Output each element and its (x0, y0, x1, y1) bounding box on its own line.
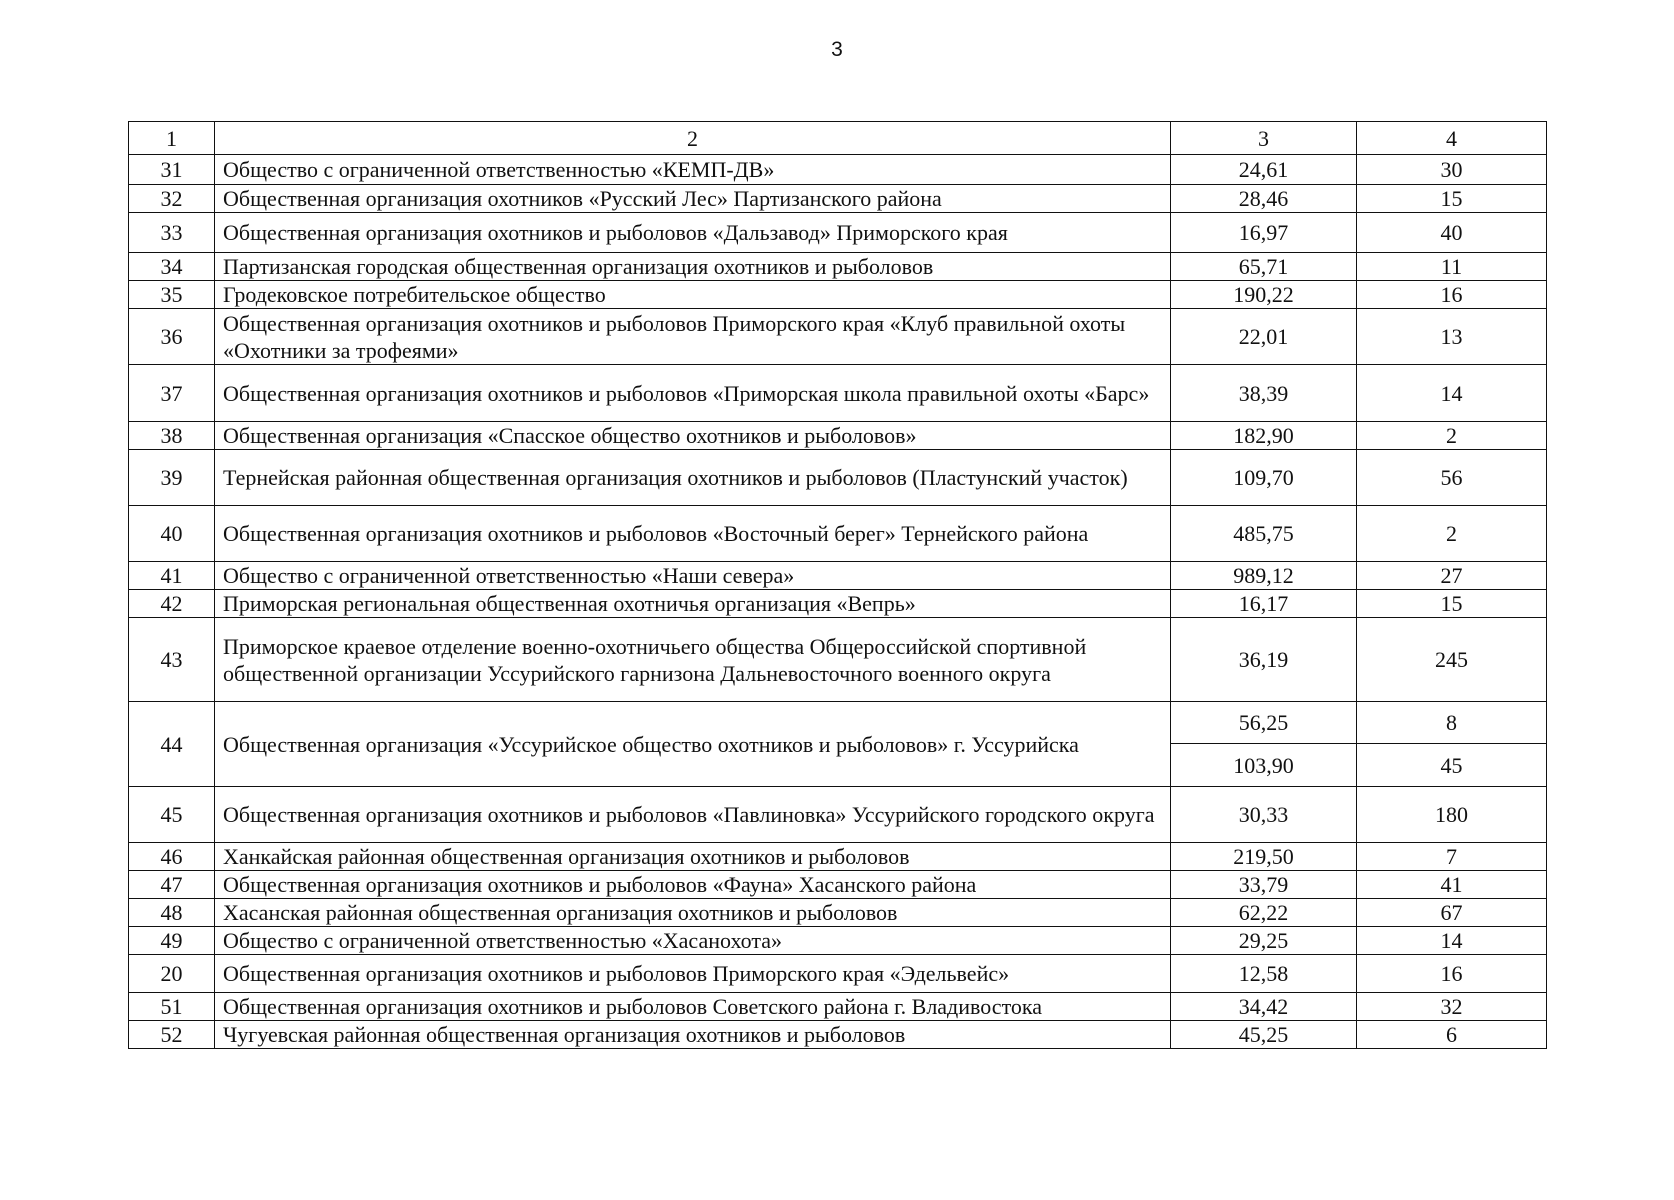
area-value: 182,90 (1171, 422, 1357, 450)
area-value: 56,25 (1171, 702, 1357, 744)
organization-name: Общественная организация «Спасское общество охотников и рыболовов» (215, 422, 1171, 450)
area-value: 190,22 (1171, 281, 1357, 309)
area-value: 219,50 (1171, 843, 1357, 871)
organization-name: Приморская региональная общественная охотничья организация «Вепрь» (215, 590, 1171, 618)
table-row (129, 702, 1547, 744)
table-row (129, 253, 1547, 281)
row-number: 39 (129, 450, 215, 506)
row-number: 35 (129, 281, 215, 309)
organization-name: Чугуевская районная общественная организация охотников и рыболовов (215, 1021, 1171, 1049)
table-row (129, 562, 1547, 590)
count-value: 11 (1357, 253, 1547, 281)
page-number: 3 (831, 38, 843, 61)
organization-name: Общественная организация охотников «Русский Лес» Партизанского района (215, 185, 1171, 213)
organization-name: Общество с ограниченной ответственностью «Наши севера» (215, 562, 1171, 590)
table-row (129, 506, 1547, 562)
area-value: 45,25 (1171, 1021, 1357, 1049)
table-row (129, 1021, 1547, 1049)
row-number: 46 (129, 843, 215, 871)
table-row (129, 618, 1547, 702)
area-value: 989,12 (1171, 562, 1357, 590)
row-number: 40 (129, 506, 215, 562)
count-value: 180 (1357, 787, 1547, 843)
count-value: 16 (1357, 281, 1547, 309)
row-number: 41 (129, 562, 215, 590)
area-value: 28,46 (1171, 185, 1357, 213)
row-number: 43 (129, 618, 215, 702)
count-value: 27 (1357, 562, 1547, 590)
header-col-3: 3 (1171, 122, 1357, 155)
table-row (129, 365, 1547, 422)
row-number: 48 (129, 899, 215, 927)
organization-name: Ханкайская районная общественная организация охотников и рыболовов (215, 843, 1171, 871)
hunting-grounds-table (128, 121, 1547, 1049)
area-value: 62,22 (1171, 899, 1357, 927)
table-row (129, 450, 1547, 506)
area-value: 12,58 (1171, 955, 1357, 993)
organization-name: Гродековское потребительское общество (215, 281, 1171, 309)
count-value: 8 (1357, 702, 1547, 744)
count-value: 56 (1357, 450, 1547, 506)
table-row (129, 309, 1547, 365)
area-value: 16,17 (1171, 590, 1357, 618)
area-value: 36,19 (1171, 618, 1357, 702)
area-value: 33,79 (1171, 871, 1357, 899)
table-row (129, 590, 1547, 618)
area-value: 16,97 (1171, 213, 1357, 253)
count-value: 14 (1357, 927, 1547, 955)
area-value: 109,70 (1171, 450, 1357, 506)
table-row (129, 213, 1547, 253)
count-value: 6 (1357, 1021, 1547, 1049)
count-value: 2 (1357, 506, 1547, 562)
table-row (129, 281, 1547, 309)
count-value: 30 (1357, 155, 1547, 185)
area-value: 65,71 (1171, 253, 1357, 281)
count-value: 2 (1357, 422, 1547, 450)
row-number: 42 (129, 590, 215, 618)
organization-name: Партизанская городская общественная организация охотников и рыболовов (215, 253, 1171, 281)
table-row (129, 787, 1547, 843)
area-value: 34,42 (1171, 993, 1357, 1021)
row-number: 38 (129, 422, 215, 450)
row-number: 20 (129, 955, 215, 993)
row-number: 52 (129, 1021, 215, 1049)
organization-name: Общественная организация охотников и рыболовов «Фауна» Хасанского района (215, 871, 1171, 899)
row-number: 36 (129, 309, 215, 365)
header-col-2: 2 (215, 122, 1171, 155)
row-number: 49 (129, 927, 215, 955)
organization-name: Общественная организация охотников и рыболовов Приморского края «Эдельвейс» (215, 955, 1171, 993)
organization-name: Приморское краевое отделение военно-охотничьего общества Общероссийской спортивной общественной организации Уссурийского гарнизона Дальневосточного военного округа (215, 618, 1171, 702)
table-row (129, 871, 1547, 899)
count-value: 67 (1357, 899, 1547, 927)
area-value: 30,33 (1171, 787, 1357, 843)
organization-name: Общественная организация охотников и рыболовов «Дальзавод» Приморского края (215, 213, 1171, 253)
area-value: 38,39 (1171, 365, 1357, 422)
row-number: 47 (129, 871, 215, 899)
count-value: 14 (1357, 365, 1547, 422)
header-col-4: 4 (1357, 122, 1547, 155)
count-value: 15 (1357, 590, 1547, 618)
table-row (129, 155, 1547, 185)
row-number: 33 (129, 213, 215, 253)
row-number: 44 (129, 702, 215, 787)
row-number: 37 (129, 365, 215, 422)
count-value: 41 (1357, 871, 1547, 899)
count-value: 13 (1357, 309, 1547, 365)
count-value: 32 (1357, 993, 1547, 1021)
row-number: 45 (129, 787, 215, 843)
count-value: 15 (1357, 185, 1547, 213)
header-col-1: 1 (129, 122, 215, 155)
row-number: 31 (129, 155, 215, 185)
area-value: 103,90 (1171, 744, 1357, 787)
table-row (129, 927, 1547, 955)
table-row (129, 899, 1547, 927)
organization-name: Общественная организация охотников и рыболовов Советского района г. Владивостока (215, 993, 1171, 1021)
area-value: 22,01 (1171, 309, 1357, 365)
area-value: 485,75 (1171, 506, 1357, 562)
table-row (129, 185, 1547, 213)
organization-name: Общественная организация «Уссурийское общество охотников и рыболовов» г. Уссурийска (215, 702, 1171, 787)
row-number: 32 (129, 185, 215, 213)
organization-name: Тернейская районная общественная организация охотников и рыболовов (Пластунский участок) (215, 450, 1171, 506)
organization-name: Общественная организация охотников и рыболовов «Восточный берег» Тернейского района (215, 506, 1171, 562)
table-row (129, 955, 1547, 993)
organization-name: Общество с ограниченной ответственностью «Хасанохота» (215, 927, 1171, 955)
organization-name: Общество с ограниченной ответственностью «КЕМП-ДВ» (215, 155, 1171, 185)
area-value: 24,61 (1171, 155, 1357, 185)
count-value: 7 (1357, 843, 1547, 871)
row-number: 51 (129, 993, 215, 1021)
organization-name: Общественная организация охотников и рыболовов «Приморская школа правильной охоты «Барс» (215, 365, 1171, 422)
table-row (129, 993, 1547, 1021)
area-value: 29,25 (1171, 927, 1357, 955)
organization-name: Хасанская районная общественная организация охотников и рыболовов (215, 899, 1171, 927)
count-value: 40 (1357, 213, 1547, 253)
table-row (129, 422, 1547, 450)
count-value: 16 (1357, 955, 1547, 993)
organization-name: Общественная организация охотников и рыболовов Приморского края «Клуб правильной охоты «Охотники за трофеями» (215, 309, 1171, 365)
table-header-row (129, 122, 1547, 155)
count-value: 245 (1357, 618, 1547, 702)
organization-name: Общественная организация охотников и рыболовов «Павлиновка» Уссурийского городского округа (215, 787, 1171, 843)
table-row (129, 843, 1547, 871)
row-number: 34 (129, 253, 215, 281)
count-value: 45 (1357, 744, 1547, 787)
